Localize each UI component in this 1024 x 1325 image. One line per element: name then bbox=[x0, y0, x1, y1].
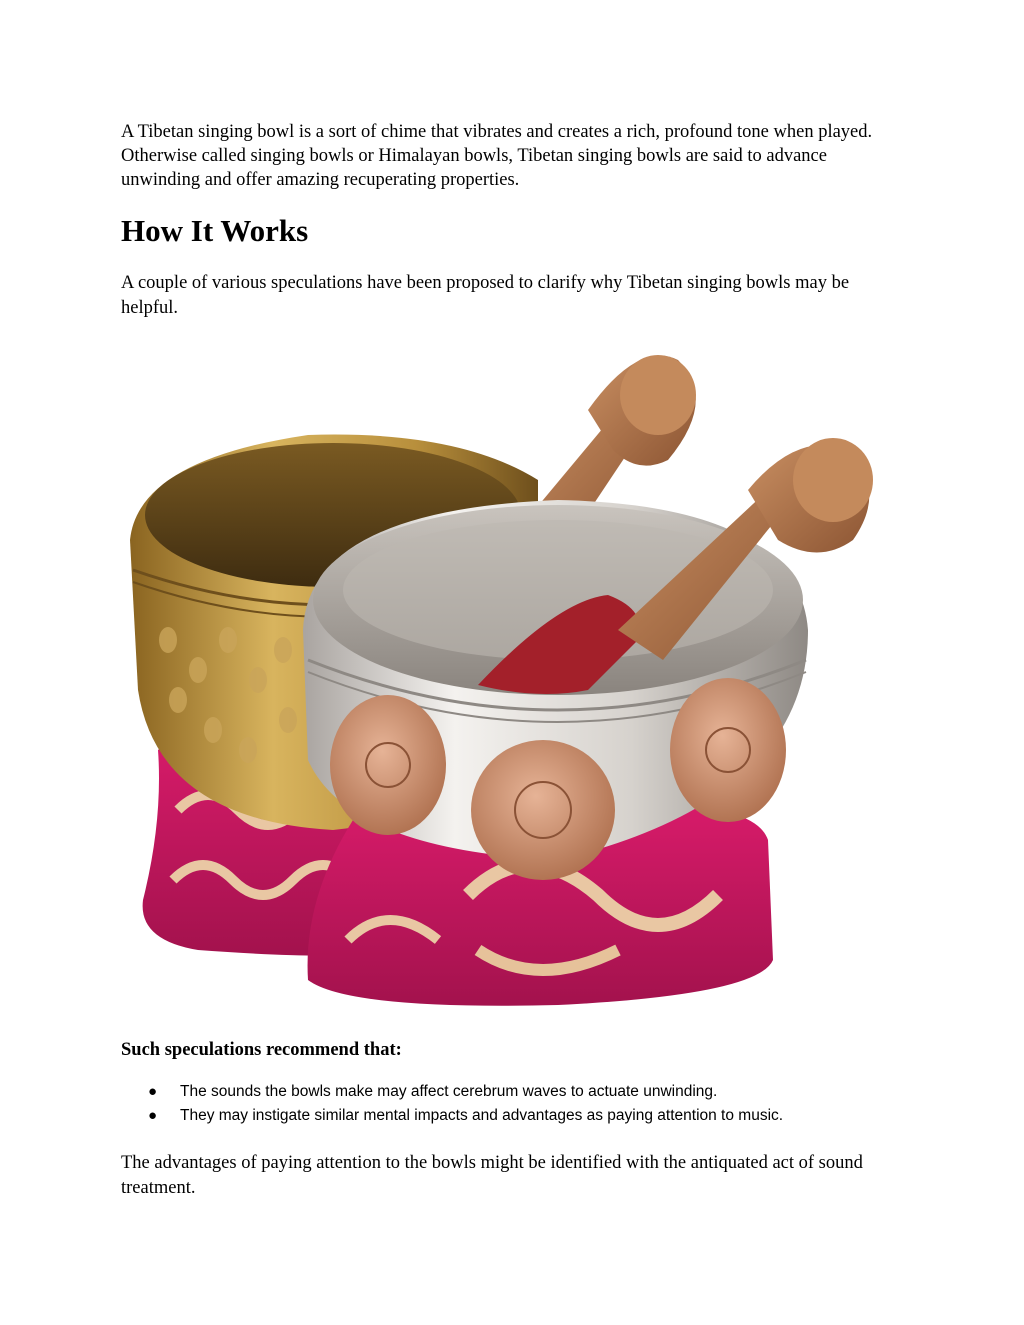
bullet-icon: ● bbox=[148, 1107, 158, 1124]
section-heading: How It Works bbox=[121, 213, 309, 248]
list-item-text: The sounds the bowls make may affect cerebrum waves to actuate unwinding. bbox=[180, 1083, 718, 1100]
intro-paragraph: A Tibetan singing bowl is a sort of chime that vibrates and creates a rich, profound tone when played. Otherwise called singing bowls or Himalayan bowls, Tibetan singing bowls are said to advance unwinding and offer amazing recuperating properties. bbox=[121, 122, 873, 190]
list-item-text: They may instigate similar mental impacts and advantages as paying attention to music. bbox=[180, 1107, 784, 1124]
bullet-icon: ● bbox=[148, 1083, 158, 1100]
how-it-works-paragraph: A couple of various speculations have been proposed to clarify why Tibetan singing bowls may be helpful. bbox=[121, 273, 850, 318]
speculations-subheading: Such speculations recommend that: bbox=[121, 1040, 402, 1060]
list-item bbox=[148, 1080, 783, 1104]
singing-bowls-image bbox=[118, 340, 908, 1012]
speculations-list bbox=[148, 1080, 783, 1128]
list-item bbox=[148, 1104, 783, 1128]
closing-paragraph: The advantages of paying attention to the bowls might be identified with the antiquated act of sound treatment. bbox=[121, 1153, 863, 1198]
